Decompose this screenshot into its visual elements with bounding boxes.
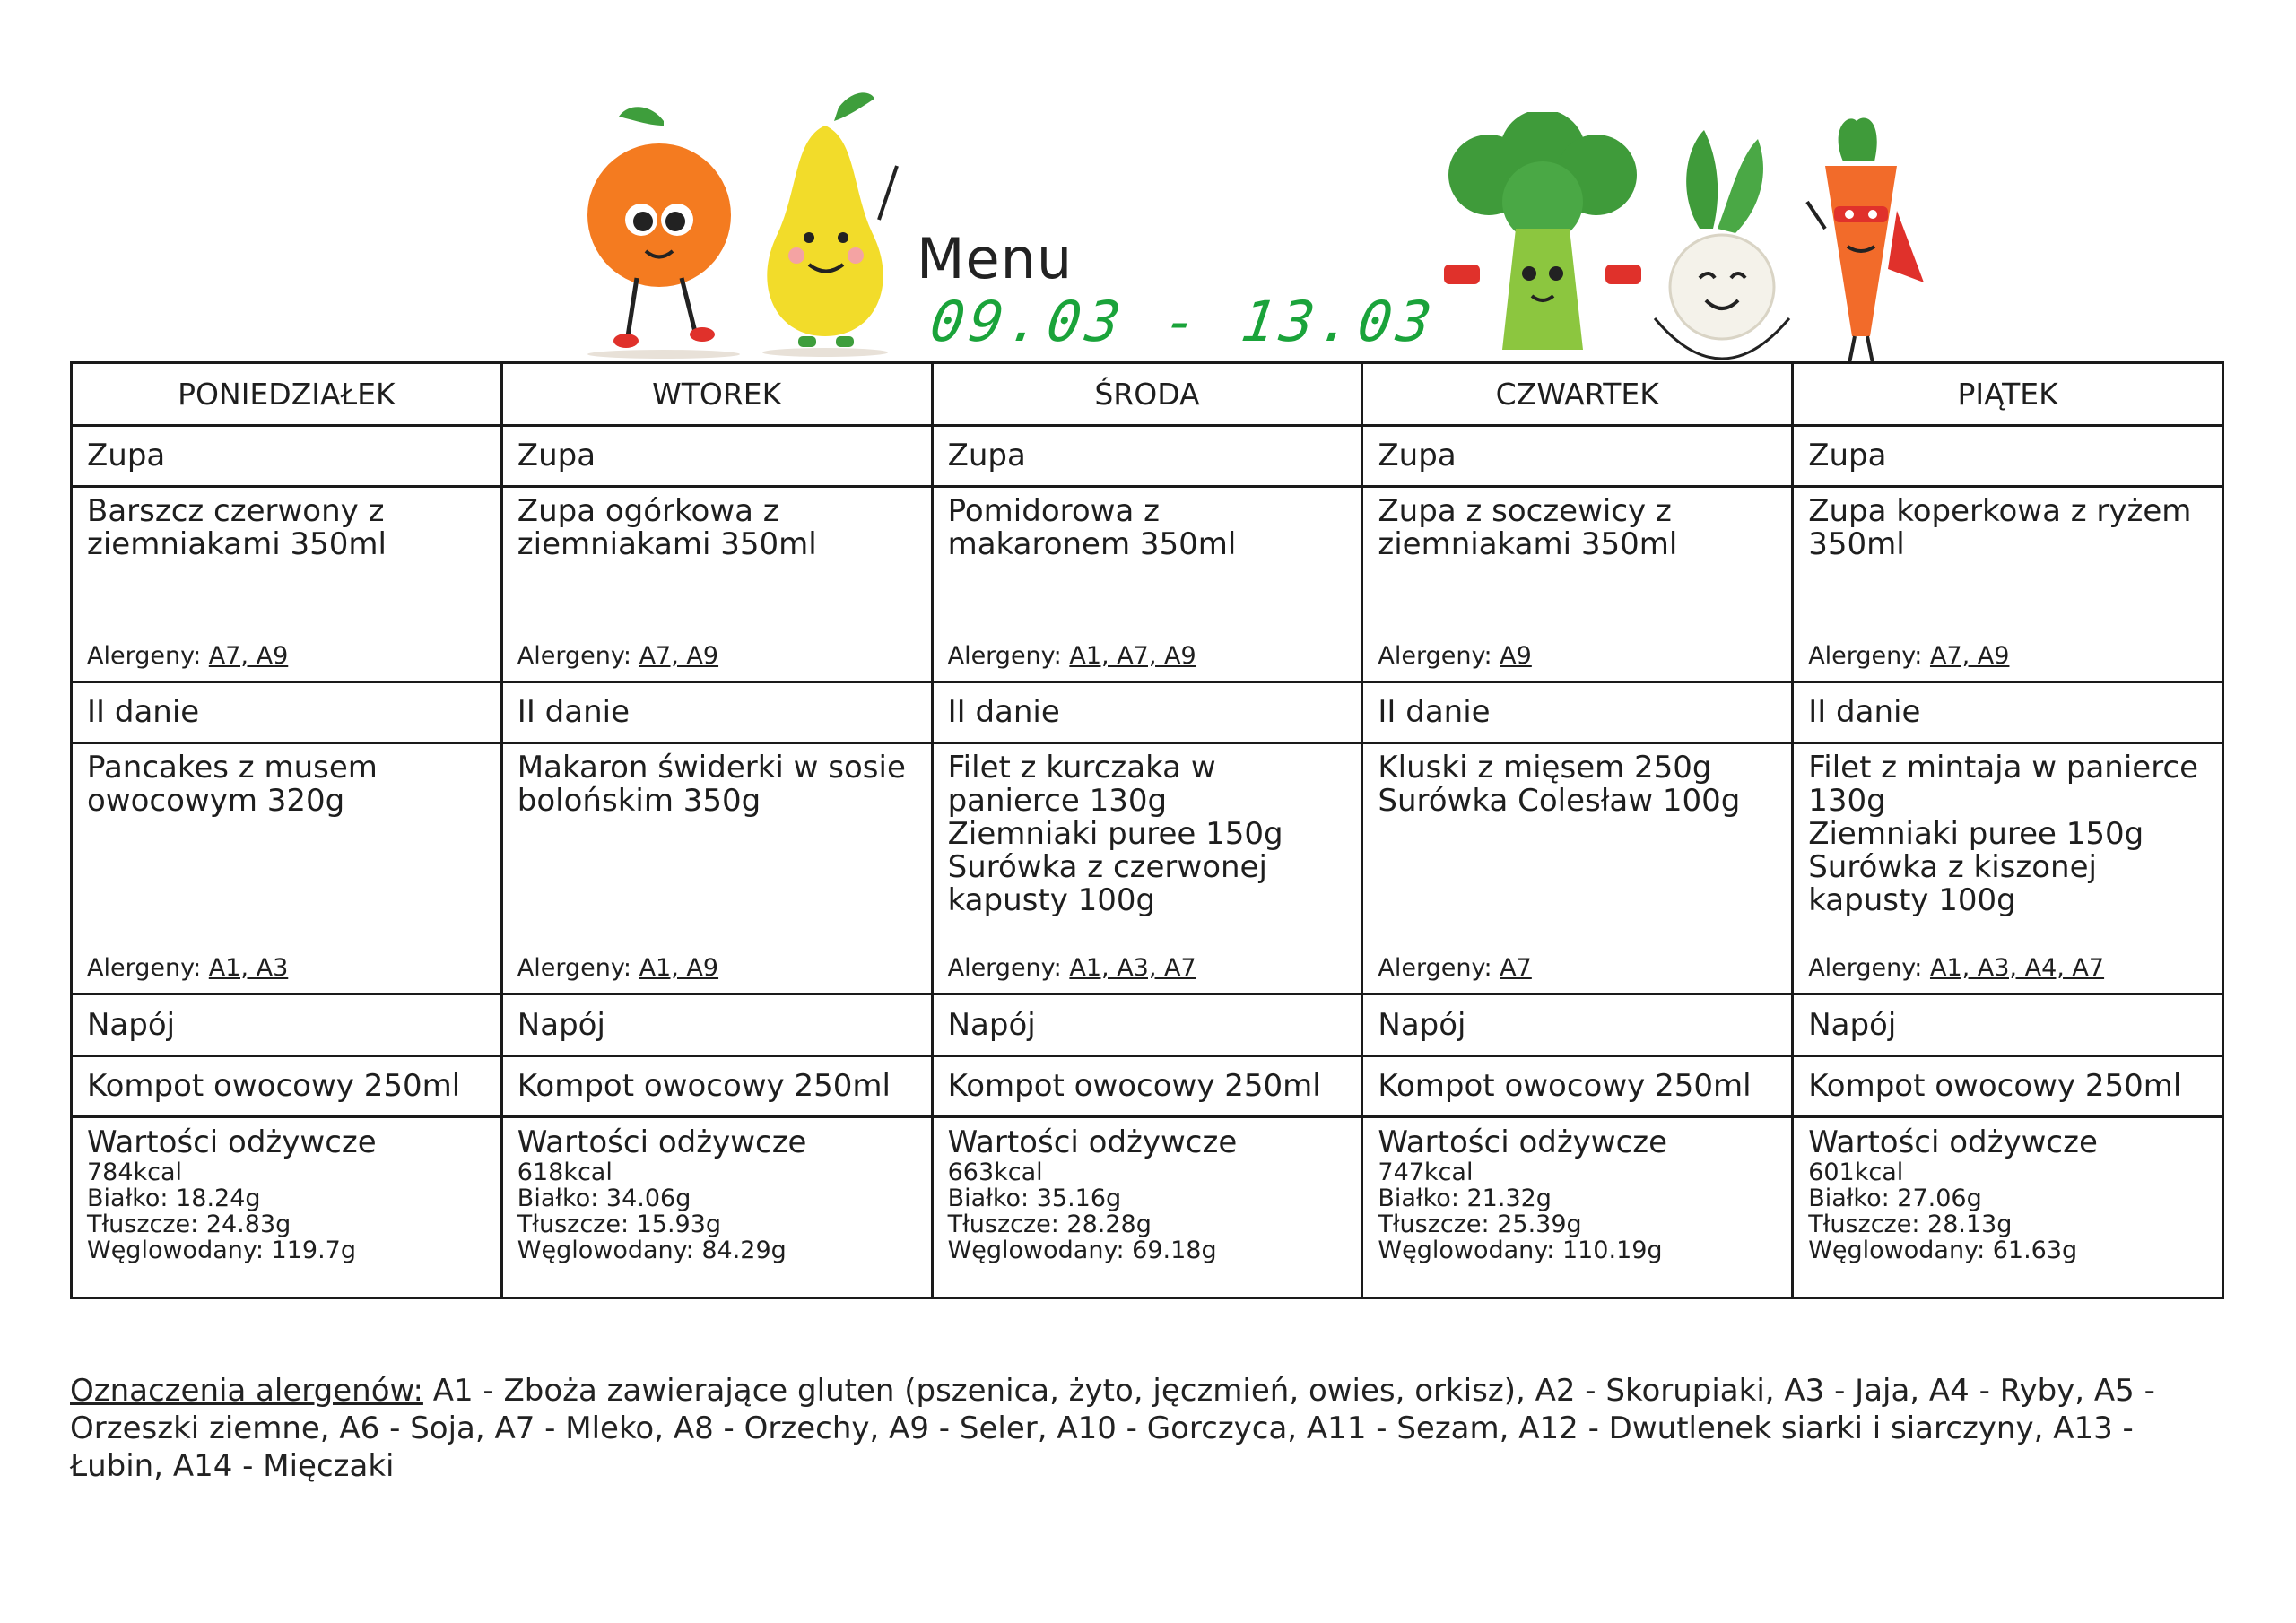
drink-cell: Kompot owocowy 250ml [932, 1055, 1362, 1117]
allergen-codes: A7, A9 [639, 641, 719, 670]
main-cell [72, 743, 502, 994]
drink-cell: Kompot owocowy 250ml [1362, 1055, 1793, 1117]
soup-label: Zupa [1362, 425, 1793, 487]
allergens-label: Alergeny: [87, 641, 202, 670]
page-title: Menu [917, 226, 1074, 291]
day-header: ŚRODA [932, 363, 1362, 426]
main-label-row [72, 681, 2223, 743]
dish-line: Filet z kurczaka w panierce 130g [947, 750, 1216, 820]
allergens-line [87, 643, 288, 670]
fat-value: Tłuszcze: 24.83g [87, 1211, 291, 1239]
main-label: II danie [932, 681, 1362, 743]
dish-line: Surówka Colesław 100g [1378, 783, 1741, 820]
dish-line: Makaron świderki w sosie bolońskim 350g [517, 750, 906, 820]
carbs-value: Węglowodany: 84.29g [517, 1237, 787, 1265]
fat-value: Tłuszcze: 25.39g [1378, 1211, 1582, 1239]
nutrition-label: Wartości odżywcze [1378, 1124, 1668, 1161]
dish-line: Surówka z kiszonej kapusty 100g [1808, 849, 2097, 919]
dish-line: Filet z mintaja w panierce 130g [1808, 750, 2199, 820]
drink-row [72, 1055, 2223, 1117]
drink-label: Napój [501, 994, 932, 1055]
allergens-line [1378, 955, 1531, 982]
nutrition-cell [932, 1117, 1362, 1298]
dish-line: Ziemniaki puree 150g [1808, 816, 2144, 853]
drink-label-row [72, 994, 2223, 1055]
protein-value: Białko: 34.06g [517, 1185, 691, 1213]
legend-label: Oznaczenia alergenów: [70, 1373, 423, 1409]
day-header: PIĄTEK [1793, 363, 2223, 426]
main-label: II danie [501, 681, 932, 743]
main-row [72, 743, 2223, 994]
nutrition-label: Wartości odżywcze [517, 1124, 807, 1161]
main-cell [1362, 743, 1793, 994]
drink-label: Napój [932, 994, 1362, 1055]
protein-value: Białko: 27.06g [1808, 1185, 1982, 1213]
allergens-label: Alergeny: [947, 641, 1062, 670]
main-cell [501, 743, 932, 994]
carbs-value: Węglowodany: 69.18g [947, 1237, 1217, 1265]
allergens-line [948, 955, 1196, 982]
carrot-mascot-icon [1807, 117, 1924, 363]
drink-cell: Kompot owocowy 250ml [501, 1055, 932, 1117]
dish-line: Ziemniaki puree 150g [947, 816, 1283, 853]
soup-cell [1362, 487, 1793, 681]
day-header: PONIEDZIAŁEK [72, 363, 502, 426]
kcal-value: 784kcal [87, 1159, 183, 1187]
allergens-label: Alergeny: [87, 953, 202, 982]
turnip-mascot-icon [1655, 130, 1789, 359]
fat-value: Tłuszcze: 15.93g [517, 1211, 722, 1239]
dish-line: Kluski z mięsem 250g [1378, 750, 1712, 786]
allergen-codes: A7, A9 [208, 641, 289, 670]
drink-cell: Kompot owocowy 250ml [1793, 1055, 2223, 1117]
nutrition-cell [1362, 1117, 1793, 1298]
allergen-codes: A1, A9 [639, 953, 719, 982]
main-label: II danie [1793, 681, 2223, 743]
main-cell [1793, 743, 2223, 994]
allergen-codes: A1, A3, A7 [1069, 953, 1196, 982]
allergens-line [87, 955, 288, 982]
kcal-value: 663kcal [947, 1159, 1043, 1187]
broccoli-mascot-icon [1444, 112, 1641, 350]
fat-value: Tłuszcze: 28.28g [947, 1211, 1152, 1239]
drink-label: Napój [72, 994, 502, 1055]
allergen-legend [70, 1372, 2222, 1485]
allergens-label: Alergeny: [517, 953, 631, 982]
protein-value: Białko: 21.32g [1378, 1185, 1552, 1213]
allergen-codes: A1, A3, A4, A7 [1929, 953, 2105, 982]
allergens-line [1378, 643, 1531, 670]
drink-label: Napój [1793, 994, 2223, 1055]
pear-mascot-icon [762, 92, 897, 357]
nutrition-label: Wartości odżywcze [87, 1124, 377, 1161]
weekly-menu-table [70, 361, 2224, 1299]
soup-name: Pomidorowa z makaronem 350ml [947, 493, 1237, 563]
soup-cell [501, 487, 932, 681]
carbs-value: Węglowodany: 61.63g [1808, 1237, 2078, 1265]
soup-label: Zupa [1793, 425, 2223, 487]
allergen-codes: A7 [1500, 953, 1532, 982]
nutrition-cell [501, 1117, 932, 1298]
nutrition-label: Wartości odżywcze [947, 1124, 1238, 1161]
drink-cell: Kompot owocowy 250ml [72, 1055, 502, 1117]
dish-line: Pancakes z musem owocowym 320g [87, 750, 378, 820]
allergen-codes: A1, A3 [208, 953, 289, 982]
allergens-line [517, 643, 718, 670]
soup-label: Zupa [501, 425, 932, 487]
nutrition-label: Wartości odżywcze [1808, 1124, 2098, 1161]
protein-value: Białko: 18.24g [87, 1185, 261, 1213]
main-label: II danie [72, 681, 502, 743]
allergens-label: Alergeny: [1378, 953, 1492, 982]
allergens-label: Alergeny: [1808, 641, 1923, 670]
nutrition-cell [1793, 1117, 2223, 1298]
orange-mascot-icon [587, 107, 740, 359]
main-cell [932, 743, 1362, 994]
allergens-line [517, 955, 718, 982]
soup-row [72, 487, 2223, 681]
kcal-value: 601kcal [1808, 1159, 1904, 1187]
allergens-line [948, 643, 1196, 670]
allergens-label: Alergeny: [947, 953, 1062, 982]
soup-label: Zupa [932, 425, 1362, 487]
allergens-label: Alergeny: [517, 641, 631, 670]
date-range: 09.03 - 13.03 [926, 289, 1441, 354]
protein-value: Białko: 35.16g [947, 1185, 1122, 1213]
carbs-value: Węglowodany: 119.7g [87, 1237, 356, 1265]
soup-cell [1793, 487, 2223, 681]
soup-cell [932, 487, 1362, 681]
allergen-codes: A1, A7, A9 [1069, 641, 1196, 670]
legend-text: A1 - Zboża zawierające gluten (pszenica, żyto, jęczmień, owies, orkisz), A2 - Skorupiaki, A3 - Jaja, A4 - Ryby, A5 - Orzeszki ziemne, A6 - Soja, A7 - Mleko, A8 - Orzechy, A9 - Seler, A10 - Gorczyca, A11 - Sezam, A12 - Dwutlenek siarki i siarczyny, A13 - Łubin, A14 - Mięczaki [70, 1373, 2155, 1484]
allergens-line [1808, 955, 2104, 982]
fruit-mascots [574, 85, 906, 359]
allergens-line [1808, 643, 2009, 670]
allergen-codes: A7, A9 [1929, 641, 2010, 670]
main-label: II danie [1362, 681, 1793, 743]
kcal-value: 618kcal [517, 1159, 613, 1187]
day-header: WTOREK [501, 363, 932, 426]
soup-name: Zupa koperkowa z ryżem 350ml [1808, 493, 2192, 563]
day-header-row [72, 363, 2223, 426]
vegetable-mascots [1426, 112, 1928, 368]
soup-name: Zupa ogórkowa z ziemniakami 350ml [517, 493, 817, 563]
day-header: CZWARTEK [1362, 363, 1793, 426]
allergens-label: Alergeny: [1378, 641, 1492, 670]
carbs-value: Węglowodany: 110.19g [1378, 1237, 1663, 1265]
kcal-value: 747kcal [1378, 1159, 1474, 1187]
soup-label: Zupa [72, 425, 502, 487]
nutrition-row [72, 1117, 2223, 1298]
soup-label-row [72, 425, 2223, 487]
allergens-label: Alergeny: [1808, 953, 1923, 982]
dish-line: Surówka z czerwonej kapusty 100g [947, 849, 1267, 919]
soup-cell [72, 487, 502, 681]
soup-name: Barszcz czerwony z ziemniakami 350ml [87, 493, 387, 563]
fat-value: Tłuszcze: 28.13g [1808, 1211, 2013, 1239]
nutrition-cell [72, 1117, 502, 1298]
soup-name: Zupa z soczewicy z ziemniakami 350ml [1378, 493, 1678, 563]
drink-label: Napój [1362, 994, 1793, 1055]
allergen-codes: A9 [1500, 641, 1532, 670]
